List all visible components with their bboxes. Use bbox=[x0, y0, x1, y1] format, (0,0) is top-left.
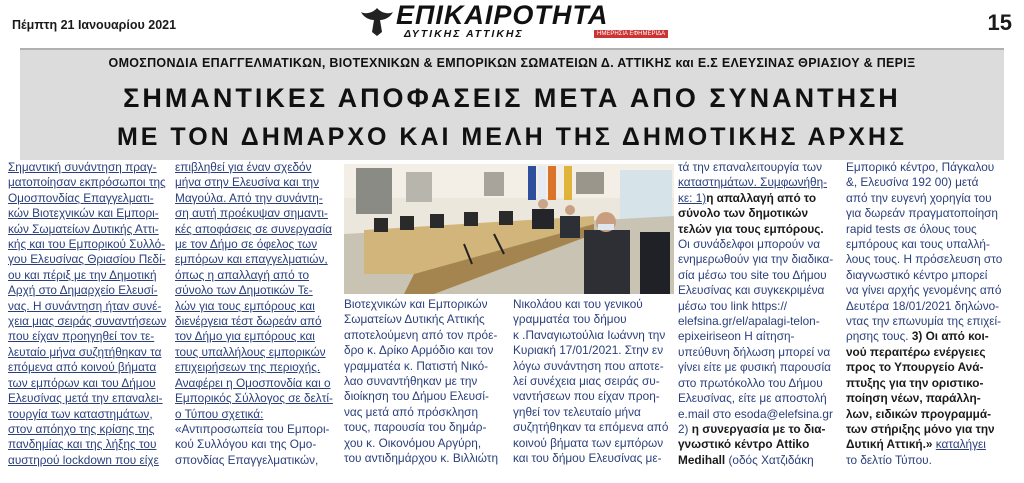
text-line: τους υπαλλήλους εμπορικών bbox=[175, 344, 326, 359]
text-line: γραμματέα του δήμου bbox=[513, 312, 627, 327]
text-line: διοίκηση του Δήμου Ελευσί- bbox=[344, 389, 489, 404]
text-line: χου κ. Οικονόμου Αργύρη, bbox=[344, 435, 482, 450]
text-line: Οι συνάδελφοι μπορούν να bbox=[678, 237, 821, 252]
newspaper-tag: ΗΜΕΡΗΣΙΑ ΕΦΗΜΕΡΙΔΑ bbox=[594, 30, 668, 38]
page-header bbox=[0, 0, 1024, 46]
text-line: πανδημίας και της λήξης του bbox=[8, 437, 157, 452]
text-line: όπως η απαλλαγή από το bbox=[175, 267, 310, 282]
text-line: κές αποφάσεις σε συνεργασία bbox=[175, 221, 332, 236]
text-line: εμπόρους και τους υπαλλή- bbox=[846, 237, 990, 252]
text-line: κής και του Εμπορικού Συλλό- bbox=[8, 237, 166, 252]
text-line: που είχαν προηγηθεί τον τε- bbox=[8, 329, 155, 344]
article-column-3 bbox=[344, 297, 509, 466]
text-line: λών για τους εμπόρους και bbox=[175, 298, 315, 313]
text-line: 2) bbox=[678, 421, 689, 436]
text-line-bold: η απαλλαγή από το bbox=[706, 190, 817, 205]
text-line-bold: των στήριξης μόνο για την bbox=[846, 421, 995, 436]
article-column-5 bbox=[678, 160, 838, 468]
text-line: λεί συνέχεια μιας σειράς συ- bbox=[513, 374, 660, 389]
text-line: διαγνωστικό κέντρο μπορεί bbox=[846, 267, 988, 282]
text-line: καταλήγει bbox=[935, 437, 986, 452]
text-line: του αντιδημάρχου κ. Βιλλιώτη bbox=[344, 451, 499, 466]
text-line: των εμπόρων και του Δήμου bbox=[8, 375, 156, 390]
text-line: κού Συλλόγου και της Ομο- bbox=[175, 437, 317, 452]
text-line: Ελευσίνας και συγκεκριμένα bbox=[678, 283, 825, 298]
text-line-bold: λων, ειδικών προγραμμά- bbox=[846, 406, 992, 421]
headline-line-1: ΣΗΜΑΝΤΙΚΕΣ ΑΠΟΦΑΣΕΙΣ ΜΕΤΑ ΑΠΟ ΣΥΝΑΝΤΗΣΗ bbox=[123, 83, 901, 113]
text-line: Μαγούλα. Από την συνάντη- bbox=[175, 190, 323, 205]
text-line: σπονδίας Επαγγελματικών, bbox=[175, 452, 319, 467]
text-line: γου Ελευσίνας Θριασίου Πεδί- bbox=[8, 252, 166, 267]
article-column-4 bbox=[513, 297, 673, 466]
text-line: γίνει είτε με φυσική παρουσία bbox=[678, 360, 831, 375]
text-line: ου και πέριξ με την Δημοτική bbox=[8, 267, 157, 282]
text-line: αυστηρού lockdown που είχε bbox=[8, 452, 159, 467]
article-column-2 bbox=[175, 160, 340, 468]
eagle-logo-icon bbox=[360, 4, 394, 38]
text-line: χεια μιας σειράς συναντήσεων bbox=[8, 314, 167, 329]
text-line-bold: προς το Υπουργείο Ανά- bbox=[846, 360, 984, 375]
text-line: Ελευσίνας, είτε με αποστολή bbox=[678, 391, 827, 406]
text-line: τον Δήμο για εμπόρους και bbox=[175, 329, 315, 344]
page-number: 15 bbox=[987, 10, 1012, 35]
text-line: γραμματέα κ. Πατιστή Νικό- bbox=[344, 358, 489, 373]
text-line: καταστημάτων. Συμφωνήθη- bbox=[678, 175, 828, 190]
text-line: Δευτέρα 18/01/2021 δηλώνο- bbox=[846, 298, 1000, 313]
text-line: το δελτίο Τύπου. bbox=[846, 452, 932, 467]
text-line: λους τους. Η πρόσελευση στο bbox=[846, 252, 1003, 267]
text-line: ντας την επωνυμία της επιχεί- bbox=[846, 314, 1002, 329]
text-line: Εμπορικός Σύλλογος σε δελτί- bbox=[175, 391, 333, 406]
text-line: Αρχή στο Δημαρχείο Ελευσί- bbox=[8, 283, 158, 298]
text-line: κε: 1) bbox=[678, 190, 707, 205]
text-line: με τον Δήμο σε όφελος των bbox=[175, 237, 318, 252]
article-column-6 bbox=[846, 160, 1016, 468]
text-line: στο πρωτόκολλο του Δήμου bbox=[678, 375, 823, 390]
text-line: ση αυτή προέκυψαν σημαντι- bbox=[175, 206, 328, 221]
text-line: επιχειρήσεων της περιοχής. bbox=[175, 360, 321, 375]
text-line: τά την επαναλειτουργία των bbox=[678, 160, 822, 174]
federation-line: ΟΜΟΣΠΟΝΔΙΑ ΕΠΑΓΓΕΛΜΑΤΙΚΩΝ, ΒΙΟΤΕΧΝΙΚΩΝ & ΕΜΠΟΡΙΚΩΝ ΣΩΜΑΤΕΙΩΝ Δ. ΑΤΤΙΚΗΣ και Ε.Σ ΕΛΕΥΣΙΝΑΣ ΘΡΙΑΣΙΟΥ & ΠΕΡΙΞ bbox=[108, 56, 916, 70]
text-line: από την ευγενή χορηγία του bbox=[846, 190, 992, 205]
text-line: επόμενα από κοινού βήματα bbox=[8, 360, 157, 375]
text-line: μήνα στην Ελευσίνα και την bbox=[175, 175, 319, 190]
newspaper-subtitle: ΔΥΤΙΚΗΣ ΑΤΤΙΚΗΣ bbox=[404, 28, 524, 40]
text-line: ρησης τους. bbox=[846, 329, 909, 344]
text-line: κοινού βήματα των εμπόρων bbox=[513, 435, 664, 450]
text-line: λευταίο μήνα συζητήθηκαν τα bbox=[8, 344, 162, 359]
text-line: &, Ελευσίνα 192 00) μετά bbox=[846, 175, 979, 190]
issue-date: Πέμπτη 21 Ιανουαρίου 2021 bbox=[12, 18, 177, 32]
text-line: γηθεί τον τελευταίο μήνα bbox=[513, 404, 641, 419]
text-line: Αναφέρει η Ομοσπονδία και ο bbox=[175, 375, 331, 390]
meeting-photo bbox=[344, 164, 674, 294]
text-line: λαο συναντήθηκαν με την bbox=[344, 374, 478, 389]
text-line: (οδός Χατζιδάκη bbox=[728, 452, 814, 467]
text-line: συζητήθηκαν τα επόμενα από bbox=[513, 420, 669, 435]
text-line: ο Τύπου σχετικά: bbox=[175, 406, 264, 421]
text-line: e.mail στο esoda@elefsina.gr bbox=[678, 406, 833, 421]
text-line: στον απόηχο της κρίσης της bbox=[8, 421, 155, 436]
text-line: Βιοτεχνικών και Εμπορικών bbox=[344, 297, 488, 311]
masthead bbox=[360, 2, 670, 42]
text-line-bold: Medihall bbox=[678, 452, 726, 467]
text-line: Κυριακή 17/01/2021. Στην εν bbox=[513, 343, 664, 358]
text-line: ενημερωθούν για την διαδικα- bbox=[678, 252, 834, 267]
text-line: νας μετά από πρόσκληση bbox=[344, 404, 479, 419]
text-line: να γίνει αρχής γενομένης από bbox=[846, 283, 1002, 298]
text-line: κών Σωματείων Δυτικής Αττι- bbox=[8, 221, 159, 236]
text-line: επιβληθεί για έναν σχεδόν bbox=[175, 160, 312, 174]
text-line-bold: νού περαιτέρω ενέργειες bbox=[846, 344, 986, 359]
text-line: νας. Η συνάντηση ήταν συνέ- bbox=[8, 298, 162, 313]
text-line: υπεύθυνη δήλωση μπορεί να bbox=[678, 344, 831, 359]
text-line: διενέργεια τέστ δωρεάν από bbox=[175, 314, 322, 329]
text-line: εμπόρων και επαγγελματιών, bbox=[175, 252, 328, 267]
text-line: Σημαντική συνάντηση πραγ- bbox=[8, 160, 157, 174]
text-line-bold: ποίηση νέων, παράλλη- bbox=[846, 391, 981, 406]
text-line: αποτελούμενη από τον πρόε- bbox=[344, 327, 498, 342]
text-line: «Αντιπροσωπεία του Εμπορι- bbox=[175, 421, 330, 436]
text-line: Εμπορικό κέντρο, Πάγκαλου bbox=[846, 160, 995, 174]
text-line: τουργία των καταστημάτων, bbox=[8, 406, 153, 421]
text-line: ναντήσεων που είχαν προη- bbox=[513, 389, 660, 404]
text-line-bold: πτυξης για την οριστικο- bbox=[846, 375, 984, 390]
text-line: σία μέσω του site του Δήμου bbox=[678, 267, 827, 282]
text-line: κ .Παναγιωτούλια Ιωάννη την bbox=[513, 327, 666, 342]
text-line: Ομοσπονδίας Επαγγελματι- bbox=[8, 190, 154, 205]
text-line: για δωρεάν πραγματοποίηση bbox=[846, 206, 998, 221]
text-line: τους, παρουσία του δημάρ- bbox=[344, 420, 487, 435]
text-line: rapid tests σε όλους τους bbox=[846, 221, 977, 236]
text-line: ματοποίησαν εκπρόσωποι της bbox=[8, 175, 166, 190]
text-line-bold: η συνεργασία με το δια- bbox=[691, 421, 826, 436]
text-line-bold: 3) Οι από κοι- bbox=[911, 329, 989, 344]
article-column-1 bbox=[8, 160, 168, 468]
text-line-bold: σύνολο των δημοτικών bbox=[678, 206, 809, 221]
text-line: κών Βιοτεχνικών και Εμπορι- bbox=[8, 206, 159, 221]
text-line: λόγω συνάντηση που αποτε- bbox=[513, 358, 664, 373]
text-line: Νικολάου και του γενικού bbox=[513, 297, 643, 311]
headline-banner bbox=[20, 48, 1004, 160]
text-line: σύνολο των Δημοτικών Τε- bbox=[175, 283, 313, 298]
text-line: δρο κ. Δρίκο Αρμόδιο και τον bbox=[344, 343, 494, 358]
text-line: elefsina.gr/el/apalagi-telon- bbox=[678, 314, 820, 329]
text-line-bold: τελών για τους εμπόρους. bbox=[678, 221, 824, 236]
text-line-bold: Δυτική Αττική.» bbox=[846, 437, 933, 452]
newspaper-title: ΕΠΙΚΑΙΡΟΤΗΤΑ bbox=[396, 0, 609, 30]
text-line: Ελευσίνας μετά την επαναλει- bbox=[8, 391, 163, 406]
text-line: και του δήμου Ελευσίνας με- bbox=[513, 451, 662, 466]
text-line-bold: γνωστικό κέντρο Attiko bbox=[678, 437, 810, 452]
headline-line-2: ΜΕ ΤΟΝ ΔΗΜΑΡΧΟ ΚΑΙ ΜΕΛΗ ΤΗΣ ΔΗΜΟΤΙΚΗΣ ΑΡΧΗΣ bbox=[116, 123, 908, 151]
text-line: μέσω του link https:// bbox=[678, 298, 787, 313]
text-line: epixeiriseon Η αίτηση- bbox=[678, 329, 795, 344]
text-line: Σωματείων Δυτικής Αττικής bbox=[344, 312, 485, 327]
